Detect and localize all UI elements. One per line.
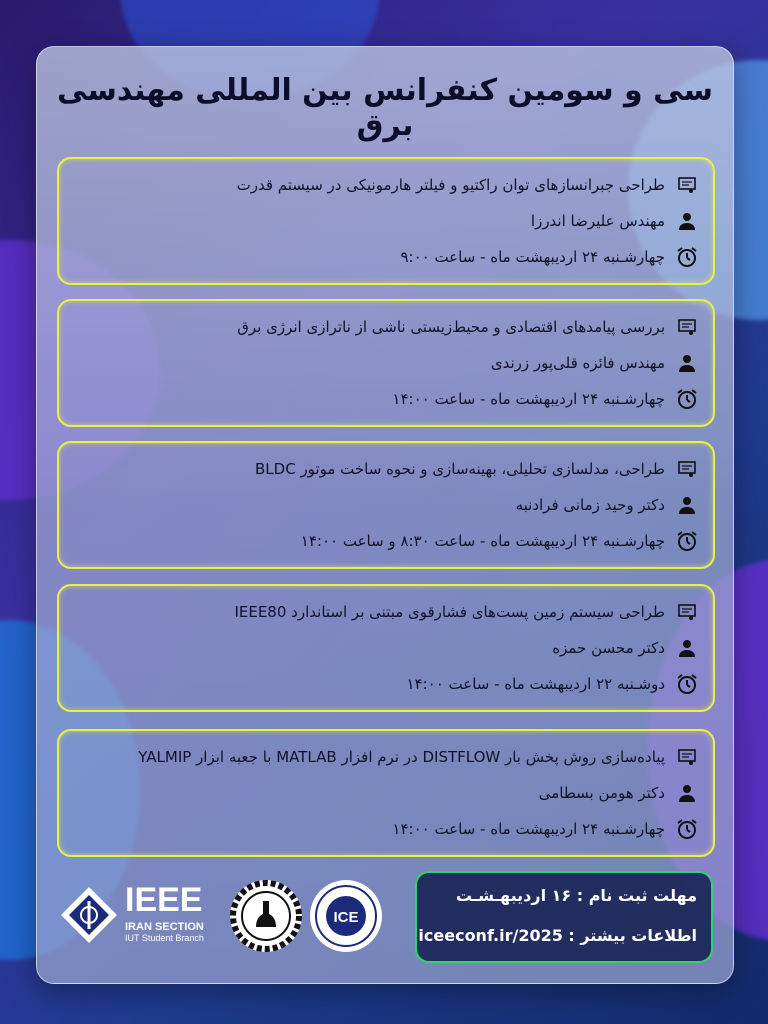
ieee-section: IRAN SECTION (125, 921, 204, 933)
session-card (57, 441, 715, 569)
registration-deadline: مهلت ثبت نام : ۱۶ اردیبهـشـت (455, 886, 697, 905)
alarm-clock-icon (675, 245, 699, 269)
alarm-clock-icon (675, 672, 699, 696)
session-speaker: دکتر محسن حمزه (552, 639, 665, 657)
poster-panel (36, 46, 734, 984)
presentation-board-icon (675, 457, 699, 481)
presentation-board-icon (675, 173, 699, 197)
session-speaker: دکتر هومن بسطامی (538, 784, 665, 802)
session-topic: طراحی، مدلسازی تحلیلی، بهینه‌سازی و نحوه ساخت موتور BLDC (255, 460, 665, 478)
session-time: دوشـنبه ۲۲ اردیبهشت ماه - ساعت ۱۴:۰۰ (406, 675, 665, 693)
session-speaker: مهندس فائزه قلی‌پور زرندی (490, 354, 665, 372)
session-topic: طراحی سیستم زمین پست‌های فشارقوی مبتنی بر استاندارد IEEE80 (234, 603, 665, 621)
alarm-clock-icon (675, 387, 699, 411)
ieee-diamond-logo (59, 885, 119, 945)
session-time: چهارشـنبه ۲۴ اردیبهشت ماه - ساعت ۸:۳۰ و ساعت ۱۴:۰۰ (300, 532, 665, 550)
session-card (57, 584, 715, 712)
session-topic: بررسی پیامدهای اقتصادی و محیط‌زیستی ناشی از ناترازی انرژی برق (237, 318, 665, 336)
session-time: چهارشـنبه ۲۴ اردیبهشت ماه - ساعت ۱۴:۰۰ (392, 390, 665, 408)
page-title: سی و سومین کنفرانس بین المللی مهندسی برق (56, 73, 713, 143)
person-icon (675, 209, 699, 233)
session-speaker: دکتر وحید زمانی فرادنبه (515, 496, 665, 514)
person-icon (675, 493, 699, 517)
university-seal-logo (229, 879, 303, 953)
session-time: چهارشـنبه ۲۴ اردیبهشت ماه - ساعت ۹:۰۰ (400, 248, 665, 266)
ieee-wordmark (125, 883, 225, 943)
session-speaker: مهندس علیرضا اندرزا (530, 212, 665, 230)
presentation-board-icon (675, 600, 699, 624)
session-card (57, 729, 715, 857)
session-topic: طراحی جبرانسازهای توان راکتیو و فیلتر هارمونیکی در سیستم قدرت (236, 176, 665, 194)
alarm-clock-icon (675, 529, 699, 553)
session-time: چهارشـنبه ۲۴ اردیبهشت ماه - ساعت ۱۴:۰۰ (392, 820, 665, 838)
icee-logo-mark: ICE (333, 909, 359, 926)
registration-info-box (415, 871, 713, 963)
person-icon (675, 351, 699, 375)
more-info-link[interactable]: اطلاعات بیشتر : iceeconf.ir/2025 (418, 926, 697, 945)
session-card (57, 157, 715, 285)
ieee-branch: IUT Student Branch (125, 933, 204, 943)
person-icon (675, 781, 699, 805)
session-card (57, 299, 715, 427)
session-topic: پیاده‌سازی روش پخش بار DISTFLOW در نرم افزار MATLAB با جعبه ابزار YALMIP (138, 748, 665, 766)
presentation-board-icon (675, 315, 699, 339)
alarm-clock-icon (675, 817, 699, 841)
presentation-board-icon (675, 745, 699, 769)
icee-logo (309, 879, 383, 953)
ieee-title: IEEE (125, 881, 203, 919)
person-icon (675, 636, 699, 660)
